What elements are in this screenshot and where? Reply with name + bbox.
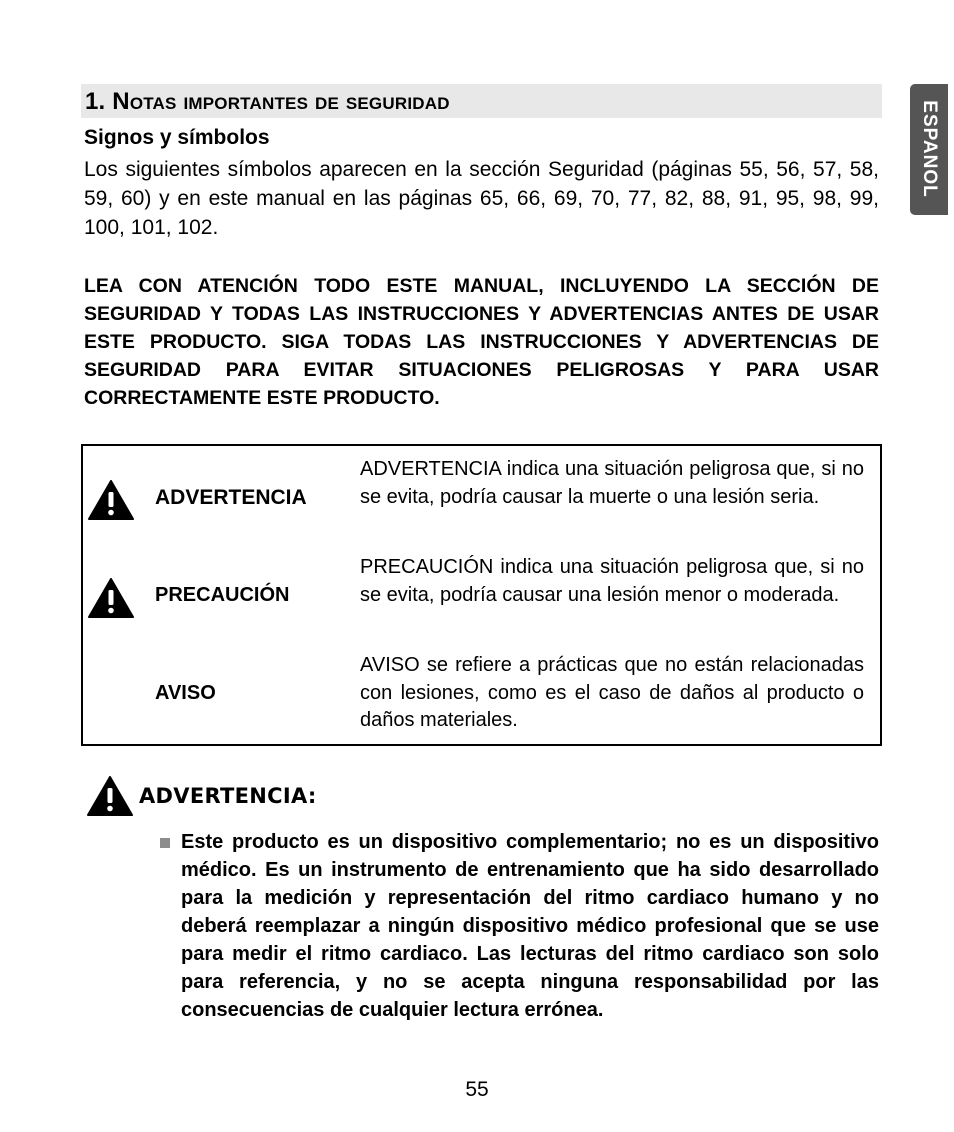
signal-description: PRECAUCIÓN indica una situación peligrosa que, si no se evita, podría causar una lesión menor o moderada. bbox=[360, 556, 864, 606]
signal-description: ADVERTENCIA indica una situación peligrosa que, si no se evita, podría causar la muerte o una lesión seria. bbox=[360, 458, 864, 508]
signal-words-table bbox=[81, 444, 882, 746]
language-tab bbox=[910, 84, 948, 215]
page-number: 55 bbox=[465, 1078, 489, 1101]
bullet-square-icon bbox=[160, 838, 170, 848]
signal-label: PRECAUCIÓN bbox=[155, 584, 290, 606]
warning-triangle-icon bbox=[88, 480, 134, 520]
signs-intro: Los siguientes símbolos aparecen en la sección Seguridad (páginas 55, 56, 57, 58, 59, 60) y en este manual en las páginas 65, 66, 69, 70, 77, 82, 88, 91, 95, 98, 99, 100, 101, 102. bbox=[84, 158, 879, 239]
warning-bullet: Este producto es un dispositivo complementario; no es un dispositivo médico. Es un instrumento de entrenamiento que ha sido desarrollado para la medición y representación del ritmo cardiaco humano y no deberá reemplazar a ningún dispositivo médico profesional que se use para medir el ritmo cardiaco. Las lecturas del ritmo cardiaco son solo para referencia, y no se acepta ninguna responsabilidad por las consecuencias de cualquier lectura errónea. bbox=[181, 831, 879, 1021]
signs-heading: Signos y símbolos bbox=[84, 126, 270, 149]
language-tab-label: ESPANOL bbox=[919, 100, 940, 198]
safety-notice: LEA CON ATENCIÓN TODO ESTE MANUAL, INCLUYENDO LA SECCIÓN DE SEGURIDAD Y TODAS LAS INSTRUCCIONES Y ADVERTENCIAS ANTES DE USAR ESTE PRODUCTO. SIGA TODAS LAS INSTRUCCIONES Y ADVERTENCIAS DE SEGURIDAD PARA EVITAR SITUACIONES PELIGROSAS Y PARA USAR CORRECTAMENTE ESTE PRODUCTO. bbox=[84, 275, 879, 409]
warning-heading: ADVERTENCIA: bbox=[139, 784, 317, 808]
section-heading-bar bbox=[81, 84, 882, 118]
signal-label: ADVERTENCIA bbox=[155, 486, 307, 509]
signal-description: AVISO se refiere a prácticas que no están relacionadas con lesiones, como es el caso de daños al producto o daños materiales. bbox=[360, 654, 864, 731]
warning-triangle-icon bbox=[87, 776, 133, 816]
signal-label: AVISO bbox=[155, 682, 216, 704]
warning-triangle-icon bbox=[88, 578, 134, 618]
section-title: 1. Notas importantes de seguridad bbox=[85, 88, 450, 115]
